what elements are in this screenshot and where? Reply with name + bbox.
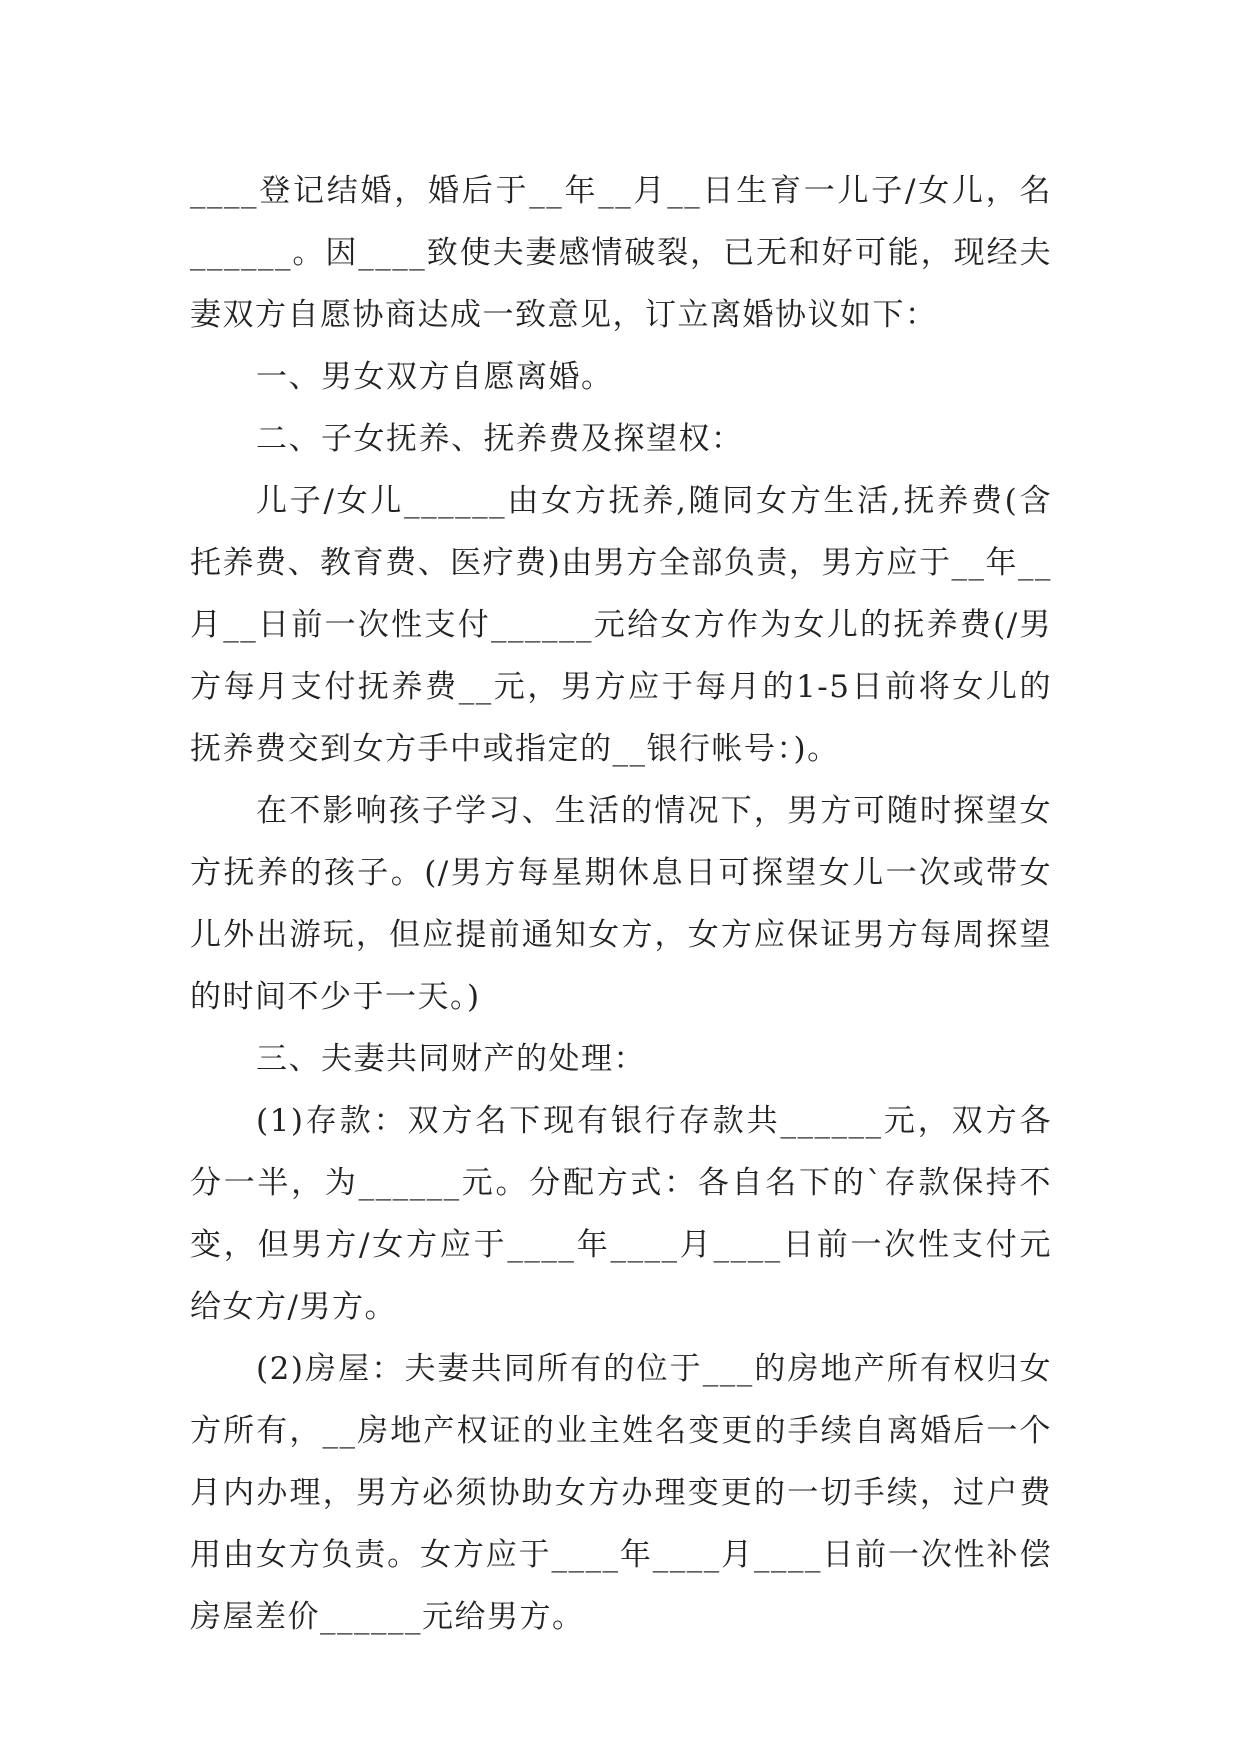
paragraph-voluntary-divorce: 一、男女双方自愿离婚。 — [256, 359, 614, 395]
section-heading-child-custody: 二、子女抚养、抚养费及探望权： — [256, 421, 744, 457]
paragraph-house: (2)房屋：夫妻共同所有的位于___的房地产所有权归女方所有，__房地产权证的业主姓名变更的手续自离婚后一个月内办理，男方必须协助女方办理变更的一切手续，过户费用由女方负责。女方应于____年____月____日前一次性补偿房屋差价______元给男方。 — [190, 1351, 1052, 1635]
section-heading-property: 三、夫妻共同财产的处理： — [256, 1041, 646, 1077]
paragraph-visitation: 在不影响孩子学习、生活的情况下，男方可随时探望女方抚养的孩子。(/男方每星期休息日可探望女儿一次或带女儿外出游玩，但应提前通知女方，女方应保证男方每周探望的时间不少于一天。) — [190, 793, 1052, 1015]
document-body — [190, 160, 1052, 1648]
paragraph-deposits: (1)存款：双方名下现有银行存款共______元，双方各分一半，为______元。分配方式：各自名下的`存款保持不变，但男方/女方应于____年____月____日前一次性支付元给女方/男方。 — [190, 1103, 1052, 1325]
paragraph-intro: ____登记结婚，婚后于__年__月__日生育一儿子/女儿，名______。因____致使夫妻感情破裂，已无和好可能，现经夫妻双方自愿协商达成一致意见，订立离婚协议如下： — [190, 173, 1052, 333]
paragraph-child-support: 儿子/女儿______由女方抚养,随同女方生活,抚养费(含托养费、教育费、医疗费)由男方全部负责，男方应于__年__月__日前一次性支付______元给女方作为女儿的抚养费(/男方每月支付抚养费__元，男方应于每月的1-5日前将女儿的抚养费交到女方手中或指定的__银行帐号：)。 — [190, 483, 1052, 767]
